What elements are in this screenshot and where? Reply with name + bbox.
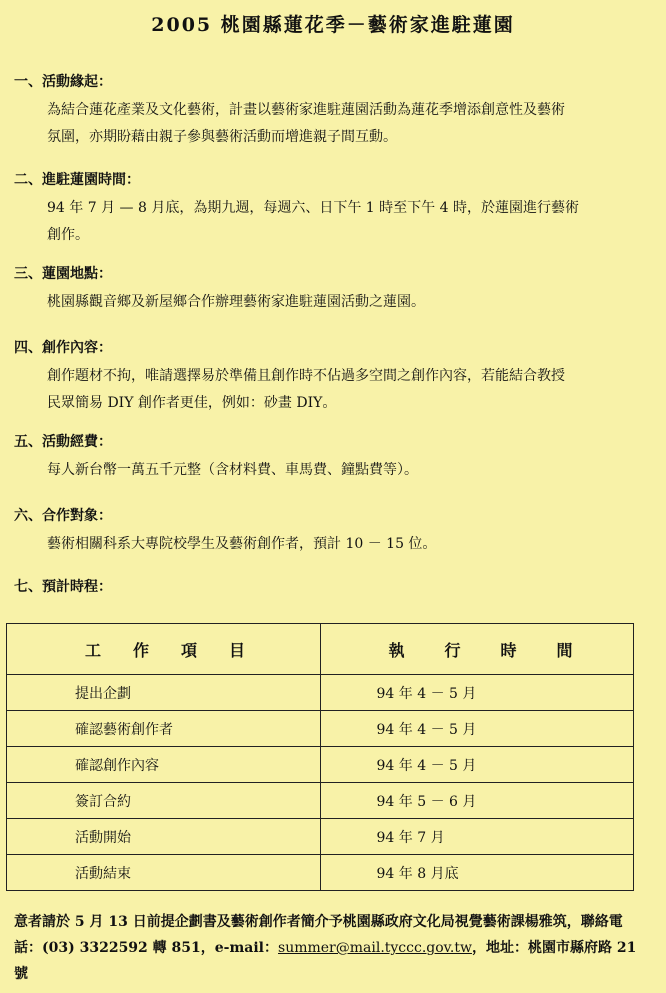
section-heading: 一、活動緣起： bbox=[14, 74, 112, 90]
row-time: 94 年 5 － 6 月 bbox=[320, 783, 634, 819]
section-body bbox=[14, 526, 650, 558]
row-item: 活動開始 bbox=[7, 819, 321, 855]
row-item: 確認藝術創作者 bbox=[7, 711, 321, 747]
row-item: 提出企劃 bbox=[7, 675, 321, 711]
section-line: 藝術相關科系大專院校學生及藝術創作者，預計 10 － 15 位。 bbox=[47, 536, 437, 552]
section-timeline bbox=[14, 577, 650, 597]
section-line: 創作題材不拘，唯請選擇易於準備且創作時不佔過多空間之創作內容，若能結合教授 bbox=[47, 368, 565, 384]
section-body bbox=[14, 92, 650, 151]
schedule-table-grid bbox=[6, 623, 634, 891]
section-heading: 五、活動經費： bbox=[14, 434, 112, 450]
table-row bbox=[7, 711, 634, 747]
section-line: 桃園縣觀音鄉及新屋鄉合作辦理藝術家進駐蓮園活動之蓮園。 bbox=[47, 294, 425, 310]
section-heading: 三、蓮園地點： bbox=[14, 266, 112, 282]
row-item: 活動結束 bbox=[7, 855, 321, 891]
row-time: 94 年 4 － 5 月 bbox=[320, 675, 634, 711]
table-row bbox=[7, 783, 634, 819]
section-heading: 六、合作對象： bbox=[14, 508, 112, 524]
table-header-row bbox=[7, 624, 634, 675]
section-background bbox=[14, 72, 650, 151]
header-work-item: 工作項目 bbox=[7, 624, 321, 675]
footer-text-before: 意者請於 5 月 13 日前提企劃書及藝術創作者簡介予桃園縣政府文化局視覺藝術課楊雅筑，聯絡電話：(03) 3322592 轉 851，e-mail： bbox=[14, 914, 623, 956]
section-heading: 二、進駐蓮園時間： bbox=[14, 172, 140, 188]
email-link[interactable]: summer@mail.tyccc.gov.tw bbox=[278, 940, 472, 956]
row-time: 94 年 4 － 5 月 bbox=[320, 711, 634, 747]
section-heading: 七、預計時程： bbox=[14, 579, 112, 595]
contact-footer bbox=[14, 909, 650, 987]
table-row bbox=[7, 819, 634, 855]
table-row bbox=[7, 675, 634, 711]
section-line: 每人新台幣一萬五千元整（含材料費、車馬費、鐘點費等）。 bbox=[47, 462, 418, 478]
section-body bbox=[14, 452, 650, 484]
header-execution-time: 執行時間 bbox=[320, 624, 634, 675]
section-line: 創作。 bbox=[47, 227, 89, 243]
table-row bbox=[7, 747, 634, 783]
row-time: 94 年 8 月底 bbox=[320, 855, 634, 891]
section-line: 氛圍，亦期盼藉由親子參與藝術活動而增進親子間互動。 bbox=[47, 129, 397, 145]
footer-text-after: ，地址：桃園市縣府路 21 號 bbox=[14, 940, 637, 982]
section-body bbox=[14, 284, 650, 316]
document-title: 2005 桃園縣蓮花季－藝術家進駐蓮園 bbox=[151, 14, 515, 36]
section-body bbox=[14, 190, 650, 249]
table-row bbox=[7, 855, 634, 891]
section-budget bbox=[14, 432, 650, 484]
schedule-table bbox=[6, 623, 634, 885]
section-line: 為結合蓮花產業及文化藝術，計畫以藝術家進駐蓮園活動為蓮花季增添創意性及藝術 bbox=[47, 102, 565, 118]
section-partners bbox=[14, 506, 650, 558]
row-time: 94 年 7 月 bbox=[320, 819, 634, 855]
section-line: 民眾簡易 DIY 創作者更佳，例如：砂畫 DIY。 bbox=[47, 395, 337, 411]
row-time: 94 年 4 － 5 月 bbox=[320, 747, 634, 783]
section-location bbox=[14, 264, 650, 316]
row-item: 簽訂合約 bbox=[7, 783, 321, 819]
section-line: 94 年 7 月 — 8 月底，為期九週，每週六、日下午 1 時至下午 4 時，於蓮園進行藝術 bbox=[47, 200, 579, 216]
section-content bbox=[14, 338, 650, 417]
section-schedule-time bbox=[14, 170, 650, 249]
section-body bbox=[14, 358, 650, 417]
section-heading: 四、創作內容： bbox=[14, 340, 112, 356]
row-item: 確認創作內容 bbox=[7, 747, 321, 783]
